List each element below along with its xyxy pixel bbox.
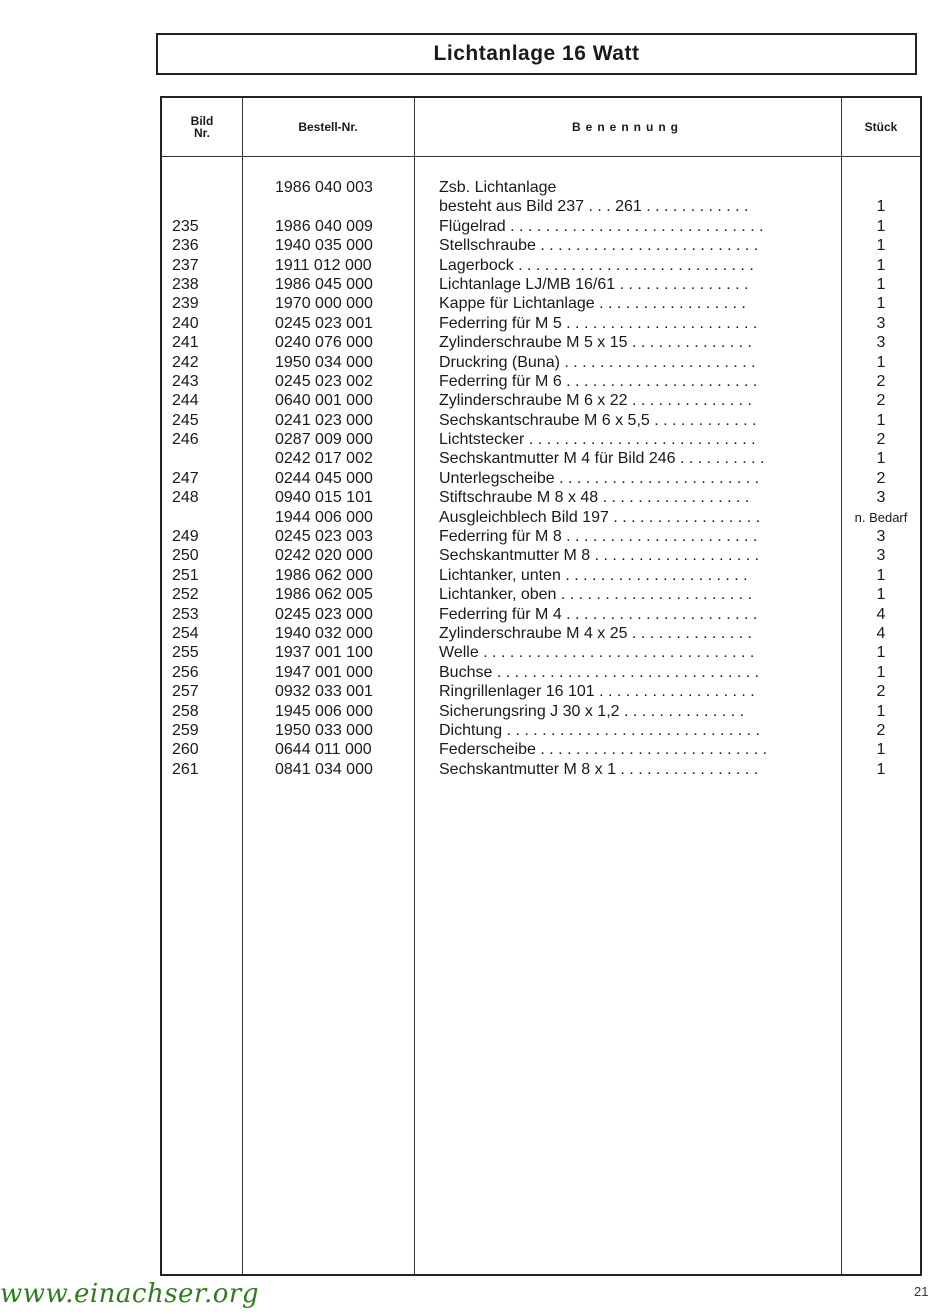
bild-cell: 239 bbox=[172, 295, 199, 313]
bild-cell: 251 bbox=[172, 566, 199, 584]
stueck-cell: 2 bbox=[876, 431, 886, 449]
bestell-nr-cell: 1911 012 000 bbox=[275, 256, 372, 274]
stueck-cell: 2 bbox=[876, 469, 886, 487]
bestell-nr-cell: 1986 040 009 bbox=[275, 217, 373, 235]
page-number: 21 bbox=[914, 1284, 929, 1299]
bestell-nr-cell: 0245 023 000 bbox=[275, 605, 373, 623]
benennung-cell: Buchse . . . . . . . . . . . . . . . . . . . . . . . . . . . . . . bbox=[439, 663, 760, 681]
stueck-cell: n. Bedarf bbox=[854, 509, 908, 525]
stueck-cell: 1 bbox=[876, 702, 886, 720]
table-row bbox=[162, 546, 920, 565]
table-row bbox=[162, 449, 920, 468]
table-row bbox=[162, 721, 920, 740]
header-divider bbox=[162, 156, 920, 157]
bestell-nr-cell: 0245 023 002 bbox=[275, 372, 373, 390]
table-row bbox=[162, 527, 920, 546]
benennung-cell: Sechskantmutter M 8 x 1 . . . . . . . . . . . . . . . . bbox=[439, 760, 759, 778]
benennung-cell: Zylinderschraube M 5 x 15 . . . . . . . . . . . . . . bbox=[439, 334, 752, 352]
table-row bbox=[162, 411, 920, 430]
benennung-cell: Zylinderschraube M 6 x 22 . . . . . . . . . . . . . . bbox=[439, 392, 752, 410]
bild-cell: 249 bbox=[172, 528, 199, 546]
bild-cell: 238 bbox=[172, 275, 199, 293]
table-row bbox=[162, 275, 920, 294]
stueck-cell: 1 bbox=[876, 450, 886, 468]
stueck-cell: 3 bbox=[876, 547, 886, 565]
bestell-nr-cell: 0644 011 000 bbox=[275, 741, 372, 759]
table-row bbox=[162, 236, 920, 255]
table-body bbox=[162, 178, 920, 779]
benennung-cell: Federscheibe . . . . . . . . . . . . . . . . . . . . . . . . . . bbox=[439, 741, 768, 759]
bild-cell: 237 bbox=[172, 256, 199, 274]
benennung-cell: Stellschraube . . . . . . . . . . . . . . . . . . . . . . . . . bbox=[439, 237, 759, 255]
bild-cell: 242 bbox=[172, 353, 199, 371]
bild-cell: 247 bbox=[172, 469, 199, 487]
stueck-cell: 1 bbox=[876, 644, 886, 662]
bestell-nr-cell: 1944 006 000 bbox=[275, 508, 373, 526]
bestell-nr-cell: 0242 017 002 bbox=[275, 450, 373, 468]
table-row bbox=[162, 178, 920, 197]
table-row bbox=[162, 333, 920, 352]
benennung-cell: Druckring (Buna) . . . . . . . . . . . . . . . . . . . . . . bbox=[439, 353, 756, 371]
bestell-nr-cell: 1950 034 000 bbox=[275, 353, 373, 371]
benennung-cell: Sicherungsring J 30 x 1,2 . . . . . . . . . . . . . . bbox=[439, 702, 745, 720]
bild-cell: 258 bbox=[172, 702, 199, 720]
table-row bbox=[162, 217, 920, 236]
bestell-nr-cell: 1937 001 100 bbox=[275, 644, 373, 662]
table-row bbox=[162, 353, 920, 372]
table-row bbox=[162, 508, 920, 527]
table-row bbox=[162, 314, 920, 333]
stueck-cell: 1 bbox=[876, 411, 886, 429]
table-row bbox=[162, 488, 920, 507]
stueck-cell: 2 bbox=[876, 721, 886, 739]
bild-cell: 243 bbox=[172, 372, 199, 390]
stueck-cell: 1 bbox=[876, 741, 886, 759]
bild-cell: 261 bbox=[172, 760, 199, 778]
benennung-cell: Unterlegscheibe . . . . . . . . . . . . . . . . . . . . . . . bbox=[439, 469, 760, 487]
benennung-cell: Federring für M 8 . . . . . . . . . . . . . . . . . . . . . . bbox=[439, 528, 758, 546]
table-row bbox=[162, 643, 920, 662]
bestell-nr-cell: 0242 020 000 bbox=[275, 547, 373, 565]
bild-cell: 250 bbox=[172, 547, 199, 565]
benennung-cell: Zsb. Lichtanlage bbox=[439, 179, 557, 196]
bestell-nr-cell: 1970 000 000 bbox=[275, 295, 373, 313]
table-row bbox=[162, 372, 920, 391]
bild-cell: 256 bbox=[172, 663, 199, 681]
benennung-cell: Stiftschraube M 8 x 48 . . . . . . . . . . . . . . . . . bbox=[439, 489, 750, 507]
bestell-nr-cell: 0245 023 001 bbox=[275, 314, 373, 332]
benennung-cell: Kappe für Lichtanlage . . . . . . . . . . . . . . . . . bbox=[439, 295, 746, 313]
bild-cell: 254 bbox=[172, 624, 199, 642]
bestell-nr-cell: 0287 009 000 bbox=[275, 431, 373, 449]
table-row bbox=[162, 702, 920, 721]
table-row bbox=[162, 624, 920, 643]
benennung-cell: Welle . . . . . . . . . . . . . . . . . . . . . . . . . . . . . . . bbox=[439, 644, 755, 662]
benennung-cell: Lichtanker, oben . . . . . . . . . . . . . . . . . . . . . . bbox=[439, 586, 753, 604]
bestell-nr-cell: 1986 040 003 bbox=[275, 179, 373, 196]
table-row bbox=[162, 605, 920, 624]
benennung-cell: Federring für M 5 . . . . . . . . . . . . . . . . . . . . . . bbox=[439, 314, 758, 332]
stueck-cell: 2 bbox=[876, 392, 886, 410]
benennung-cell: Ringrillenlager 16 101 . . . . . . . . . . . . . . . . . . bbox=[439, 683, 755, 701]
stueck-cell: 1 bbox=[876, 566, 886, 584]
header-stueck: Stück bbox=[864, 120, 898, 134]
benennung-cell: Zylinderschraube M 4 x 25 . . . . . . . . . . . . . . bbox=[439, 624, 752, 642]
bild-cell: 252 bbox=[172, 586, 199, 604]
bild-cell: 244 bbox=[172, 392, 199, 410]
benennung-cell: Sechskantmutter M 8 . . . . . . . . . . . . . . . . . . . bbox=[439, 547, 760, 565]
benennung-cell: Federring für M 4 . . . . . . . . . . . . . . . . . . . . . . bbox=[439, 605, 758, 623]
bild-cell: 260 bbox=[172, 741, 199, 759]
benennung-cell: Flügelrad . . . . . . . . . . . . . . . . . . . . . . . . . . . . . bbox=[439, 217, 764, 235]
bild-cell: 235 bbox=[172, 217, 199, 235]
bestell-nr-cell: 1950 033 000 bbox=[275, 721, 373, 739]
header-benennung: Benennung bbox=[572, 120, 683, 134]
bild-cell: 246 bbox=[172, 431, 199, 449]
header-bild-line2: Nr. bbox=[193, 126, 210, 140]
bild-cell: 259 bbox=[172, 721, 199, 739]
stueck-cell: 3 bbox=[876, 489, 886, 507]
stueck-cell: 2 bbox=[876, 683, 886, 701]
stueck-cell: 1 bbox=[876, 586, 886, 604]
stueck-cell: 3 bbox=[876, 314, 886, 332]
table-row bbox=[162, 256, 920, 275]
table-row bbox=[162, 682, 920, 701]
stueck-cell: 4 bbox=[876, 605, 886, 623]
stueck-cell: 1 bbox=[876, 217, 886, 235]
stueck-cell: 3 bbox=[876, 528, 886, 546]
benennung-cell: Federring für M 6 . . . . . . . . . . . . . . . . . . . . . . bbox=[439, 372, 758, 390]
header-bild-nr bbox=[162, 98, 242, 156]
bestell-nr-cell: 1986 062 000 bbox=[275, 566, 373, 584]
benennung-cell: Lagerbock . . . . . . . . . . . . . . . . . . . . . . . . . . . bbox=[439, 256, 754, 274]
bestell-nr-cell: 0240 076 000 bbox=[275, 334, 373, 352]
stueck-cell: 3 bbox=[876, 334, 886, 352]
bestell-nr-cell: 0841 034 000 bbox=[275, 760, 373, 778]
benennung-cell: Dichtung . . . . . . . . . . . . . . . . . . . . . . . . . . . . . bbox=[439, 721, 760, 739]
header-bestell-nr: Bestell-Nr. bbox=[298, 120, 358, 134]
table-row bbox=[162, 294, 920, 313]
bestell-nr-cell: 1947 001 000 bbox=[275, 663, 373, 681]
bestell-nr-cell: 0245 023 003 bbox=[275, 528, 373, 546]
bestell-nr-cell: 1940 035 000 bbox=[275, 237, 373, 255]
bestell-nr-cell: 0244 045 000 bbox=[275, 469, 373, 487]
parts-table bbox=[160, 96, 922, 1276]
bild-cell: 236 bbox=[172, 237, 199, 255]
bild-cell: 245 bbox=[172, 411, 199, 429]
benennung-cell: Lichtstecker . . . . . . . . . . . . . . . . . . . . . . . . . . bbox=[439, 431, 756, 449]
bestell-nr-cell: 0640 001 000 bbox=[275, 392, 373, 410]
stueck-cell: 2 bbox=[876, 372, 886, 390]
table-row bbox=[162, 391, 920, 410]
benennung-cell: Ausgleichblech Bild 197 . . . . . . . . . . . . . . . . . bbox=[439, 508, 761, 526]
bild-cell: 241 bbox=[172, 334, 199, 352]
table-row bbox=[162, 760, 920, 779]
footer-url[interactable]: www.einachser.org bbox=[0, 1279, 259, 1309]
stueck-cell: 4 bbox=[876, 624, 886, 642]
benennung-cell: Sechskantmutter M 4 für Bild 246 . . . . . . . . . . bbox=[439, 450, 765, 468]
bestell-nr-cell: 0932 033 001 bbox=[275, 683, 373, 701]
bestell-nr-cell: 0241 023 000 bbox=[275, 411, 373, 429]
stueck-cell: 1 bbox=[876, 353, 886, 371]
bestell-nr-cell: 1940 032 000 bbox=[275, 624, 373, 642]
bestell-nr-cell: 1986 045 000 bbox=[275, 275, 373, 293]
stueck-cell: 1 bbox=[876, 275, 886, 293]
bestell-nr-cell: 1986 062 005 bbox=[275, 586, 373, 604]
bild-cell: 255 bbox=[172, 644, 199, 662]
benennung-cell: Lichtanlage LJ/MB 16/61 . . . . . . . . . . . . . . . bbox=[439, 275, 749, 293]
stueck-cell: 1 bbox=[876, 663, 886, 681]
bild-cell: 240 bbox=[172, 314, 199, 332]
benennung-cell: besteht aus Bild 237 . . . 261 . . . . . . . . . . . . bbox=[439, 198, 749, 216]
stueck-cell: 1 bbox=[876, 256, 886, 274]
table-row bbox=[162, 197, 920, 216]
stueck-cell: 1 bbox=[876, 295, 886, 313]
stueck-cell: 1 bbox=[876, 198, 886, 216]
bestell-nr-cell: 1945 006 000 bbox=[275, 702, 373, 720]
header-bild-line1: Bild bbox=[190, 114, 214, 128]
benennung-cell: Lichtanker, unten . . . . . . . . . . . . . . . . . . . . . bbox=[439, 566, 748, 584]
table-row bbox=[162, 585, 920, 604]
bestell-nr-cell: 0940 015 101 bbox=[275, 489, 373, 507]
stueck-cell: 1 bbox=[876, 760, 886, 778]
table-row bbox=[162, 663, 920, 682]
benennung-cell: Sechskantschraube M 6 x 5,5 . . . . . . . . . . . . bbox=[439, 411, 757, 429]
table-row bbox=[162, 430, 920, 449]
stueck-cell: 1 bbox=[876, 237, 886, 255]
bild-cell: 248 bbox=[172, 489, 199, 507]
table-row bbox=[162, 740, 920, 759]
bild-cell: 257 bbox=[172, 683, 199, 701]
bild-cell: 253 bbox=[172, 605, 199, 623]
page-title: Lichtanlage 16 Watt bbox=[156, 33, 917, 75]
table-row bbox=[162, 566, 920, 585]
table-row bbox=[162, 469, 920, 488]
